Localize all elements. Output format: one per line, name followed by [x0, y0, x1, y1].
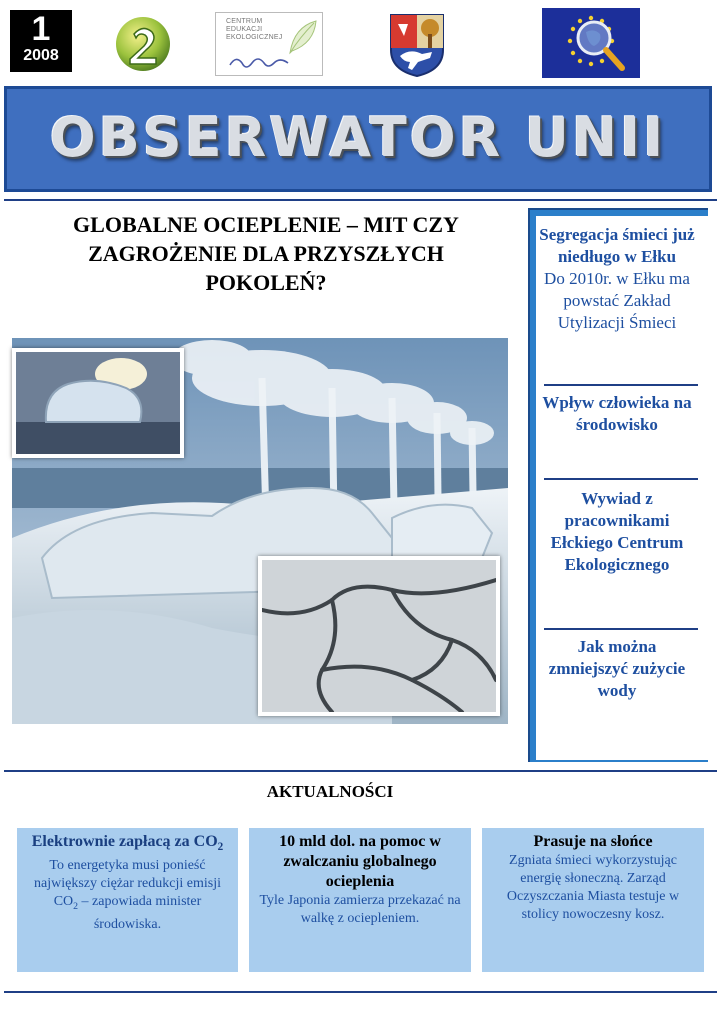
headline-line: GLOBALNE OCIEPLENIE – MIT CZY [73, 212, 459, 237]
leaf-icon [284, 17, 320, 57]
sidebar-item-text: Do 2010r. w Ełku ma powstać Zakład Utylizacji Śmieci [544, 269, 690, 332]
program-2-logo [112, 12, 174, 74]
masthead [4, 86, 712, 192]
news-item-title: 10 mld dol. na pomoc w zwalczaniu globalnego ocieplenia [279, 833, 441, 890]
ceek-logo [215, 12, 323, 76]
divider [544, 478, 698, 480]
headline-line: ZAGROŻENIE DLA PRZYSZŁYCH [88, 241, 444, 266]
ice-block-photo [12, 348, 184, 458]
sidebar-item-title: Wywiad z pracownikami Ełckiego Centrum Ekologicznego [550, 489, 684, 574]
ceek-text-line1: CENTRUM [226, 18, 263, 25]
issue-badge [10, 10, 72, 72]
divider [4, 199, 717, 201]
news-item-power-plants[interactable] [17, 828, 238, 972]
sidebar-item-title: Wpływ człowieka na środowisko [542, 393, 692, 434]
issue-number: 1 [31, 10, 51, 48]
ceek-text-line3: EKOLOGICZNEJ [226, 34, 283, 41]
news-heading: AKTUALNOŚCI [266, 782, 394, 801]
eu-flag-magnifier-icon [542, 8, 640, 78]
main-headline [16, 210, 516, 297]
divider [544, 628, 698, 630]
sidebar-item-human-impact[interactable] [536, 392, 698, 436]
issue-year: 2008 [23, 47, 59, 64]
headline-line: POKOLEŃ? [205, 270, 327, 295]
swirl-icon [226, 53, 296, 73]
sidebar-item-title: Segregacja śmieci już niedługo w Ełku [539, 225, 695, 266]
news-item-japan-aid[interactable] [249, 828, 471, 972]
divider [4, 991, 717, 993]
coat-of-arms-icon [388, 12, 446, 78]
sidebar-item-interview[interactable] [536, 488, 698, 576]
sidebar-item-title: Jak można zmniejszyć zużycie wody [548, 637, 686, 700]
newspaper-title: OBSERWATOR UNII [49, 106, 667, 169]
news-item-title: Prasuje na słońce [533, 833, 653, 850]
news-item-title: Elektrownie zapłacą za $CO_2$ [31, 833, 224, 854]
divider [544, 384, 698, 386]
sidebar-item-segregation[interactable] [536, 224, 698, 334]
news-item-text: To energetyka musi ponieść największy ciężar redukcji emisji $CO_2$ – zapowiada minister środowiska. [34, 858, 221, 932]
sidebar [528, 208, 708, 762]
news-item-text: Tyle Japonia zamierza przekazać na walkę z ociepleniem. [259, 893, 461, 926]
news-item-text: Zgniata śmieci wykorzystując energię słoneczną. Zarząd Oczyszczania Miasta testuje w stolicy nowoczesny kosz. [506, 853, 680, 922]
sidebar-item-water[interactable] [536, 636, 698, 702]
cracked-earth-photo [258, 556, 500, 716]
ceek-text-line2: EDUKACJI [226, 26, 263, 33]
divider [4, 770, 717, 772]
news-item-solar-bin[interactable] [482, 828, 704, 972]
